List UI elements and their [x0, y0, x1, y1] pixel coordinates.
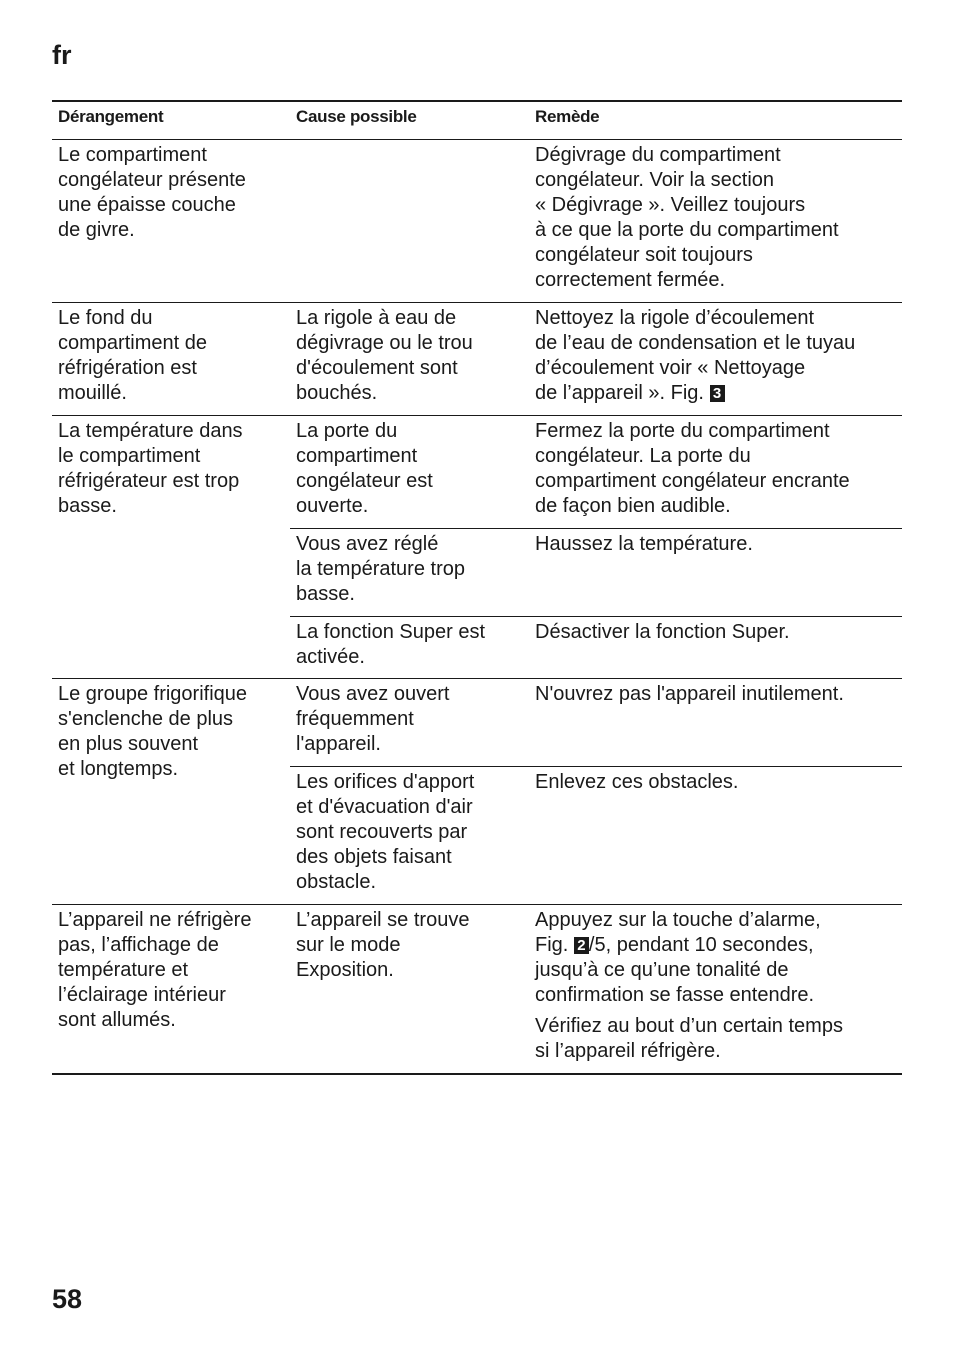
figure-3-icon: 3 — [710, 385, 725, 402]
cause-cell: L’appareil se trouve sur le mode Exposition. — [296, 909, 470, 981]
cause-cell: Vous avez réglé la température trop basse. — [296, 533, 465, 605]
table-header — [52, 102, 902, 140]
cause-cell: La rigole à eau de dégivrage ou le trou d'écoulement sont bouchés. — [296, 307, 473, 404]
table-row — [52, 303, 902, 416]
remede-cell-note: Vérifiez au bout d’un certain temps si l’appareil réfrigère. — [535, 1015, 843, 1062]
table-row — [52, 416, 902, 679]
cause-cell: La fonction Super est activée. — [296, 621, 486, 668]
figure-2-icon: 2 — [574, 937, 589, 954]
table-row — [52, 140, 902, 303]
remede-cell: Désactiver la fonction Super. — [535, 621, 790, 643]
table-row — [52, 905, 902, 1073]
remede-cell: Fermez la porte du compartiment congélateur. La porte du compartiment congélateur encrante de façon bien audible. — [535, 420, 850, 517]
header-remede: Remède — [535, 107, 600, 126]
derangement-cell: Le compartiment congélateur présente une épaisse couche de givre. — [58, 144, 246, 241]
derangement-cell: La température dans le compartiment réfrigérateur est trop basse. — [58, 420, 243, 517]
remede-cell: Haussez la température. — [535, 533, 753, 555]
remede-cell: Dégivrage du compartiment congélateur. Voir la section « Dégivrage ». Veillez toujours à ce que la porte du compartiment congélateur soit toujours correctement fermée. — [535, 144, 839, 291]
page-number: 58 — [52, 1284, 83, 1314]
derangement-cell: L’appareil ne réfrigère pas, l’affichage de température et l’éclairage intérieur sont allumés. — [58, 909, 252, 1031]
remede-cell: Appuyez sur la touche d’alarme, Fig. 2 /5, pendant 10 secondes, jusqu’à ce qu’une tonalité de confirmation se fasse entendre. — [535, 909, 821, 1006]
remede-cell: N'ouvrez pas l'appareil inutilement. — [535, 683, 844, 705]
cause-cell: Les orifices d'apport et d'évacuation d'air sont recouverts par des objets faisant obstacle. — [296, 771, 475, 893]
remede-cell: Nettoyez la rigole d’écoulement de l’eau de condensation et le tuyau d’écoulement voir « Nettoyage de l’appareil ». Fig. 3 — [535, 307, 856, 404]
header-derangement: Dérangement — [58, 107, 164, 126]
header-cause: Cause possible — [296, 107, 417, 126]
remede-cell: Enlevez ces obstacles. — [535, 771, 739, 793]
cause-cell: La porte du compartiment congélateur est ouverte. — [296, 420, 433, 517]
troubleshooting-table — [52, 100, 902, 1075]
cause-cell: Vous avez ouvert fréquemment l'appareil. — [296, 683, 450, 755]
derangement-cell: Le fond du compartiment de réfrigération est mouillé. — [58, 307, 207, 404]
derangement-cell: Le groupe frigorifique s'enclenche de plus en plus souvent et longtemps. — [58, 683, 248, 780]
table-row — [52, 679, 902, 905]
language-tag: fr — [52, 40, 72, 70]
